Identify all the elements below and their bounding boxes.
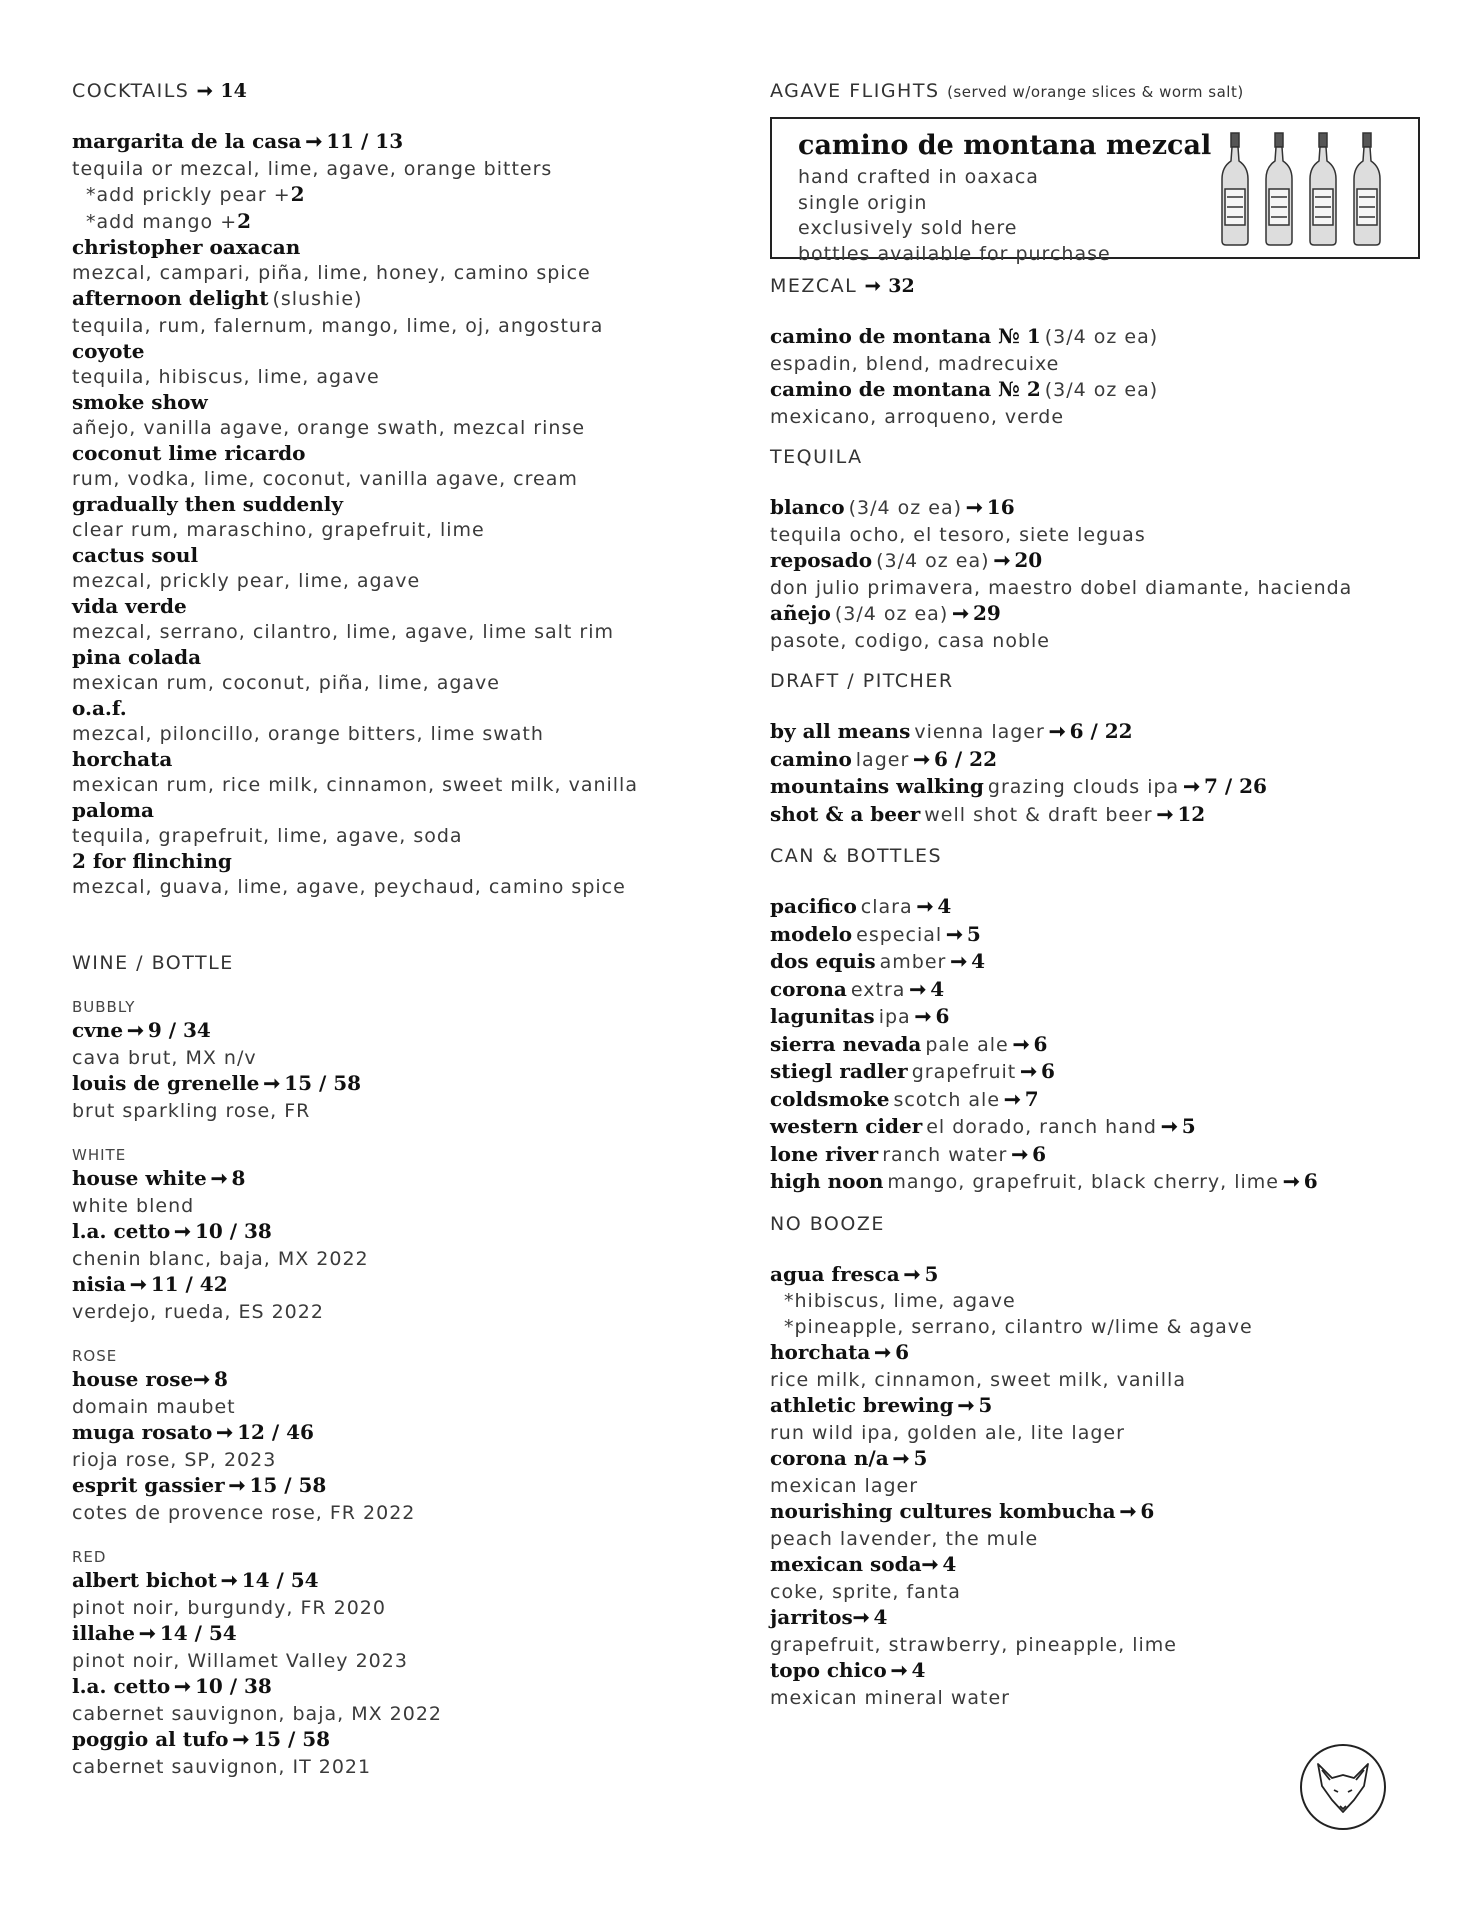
menu-item-name: sierra nevada pale ale ➞ 6: [770, 1031, 1048, 1056]
menu-item-desc: cotes de provence rose, FR 2022: [72, 1501, 416, 1524]
menu-item-desc: mexican mineral water: [770, 1686, 1010, 1709]
wine-group-label: WHITE: [72, 1146, 127, 1164]
tequila-header: TEQUILA: [770, 446, 863, 468]
menu-item-name: l.a. cetto ➞ 10 / 38: [72, 1674, 272, 1698]
menu-item-name: christopher oaxacan: [72, 235, 301, 259]
menu-item-name: lone river ranch water ➞ 6: [770, 1141, 1047, 1166]
menu-item-desc: mexican rum, rice milk, cinnamon, sweet milk, vanilla: [72, 773, 638, 796]
menu-item-desc: pasote, codigo, casa noble: [770, 629, 1050, 652]
menu-item-name: margarita de la casa ➞ 11 / 13: [72, 129, 404, 153]
menu-item-desc: tequila or mezcal, lime, agave, orange bitters: [72, 157, 553, 180]
arrow-icon: ➞: [196, 80, 213, 102]
menu-item-name: house white ➞ 8: [72, 1166, 246, 1190]
menu-item-name: coconut lime ricardo: [72, 441, 306, 465]
option-line: *pineapple, serrano, cilantro w/lime & agave: [784, 1315, 1253, 1338]
option-line: *hibiscus, lime, agave: [784, 1290, 1016, 1312]
menu-item-name: mountains walking grazing clouds ipa ➞ 7 / 26: [770, 774, 1267, 798]
menu-item-desc: coke, sprite, fanta: [770, 1580, 961, 1603]
menu-item-name: topo chico ➞ 4: [770, 1658, 926, 1682]
menu-item-desc: mezcal, piloncillo, orange bitters, lime swath: [72, 722, 544, 745]
addon-line: *add mango +2: [86, 208, 253, 233]
menu-item-name: blanco (3/4 oz ea) ➞ 16: [770, 495, 1015, 519]
menu-item-name: pacifico clara ➞ 4: [770, 894, 952, 918]
menu-item-name: western cider el dorado, ranch hand ➞ 5: [770, 1114, 1196, 1138]
menu-item-name: nisia ➞ 11 / 42: [72, 1272, 228, 1296]
menu-item-desc: espadin, blend, madrecuixe: [770, 352, 1060, 375]
menu-item-desc: cabernet sauvignon, IT 2021: [72, 1755, 372, 1778]
box-title: camino de montana mezcal: [798, 130, 1212, 161]
menu-item-name: athletic brewing ➞ 5: [770, 1393, 993, 1417]
menu-item-name: high noon mango, grapefruit, black cherry, lime ➞ 6: [770, 1169, 1318, 1193]
menu-item-name: horchata: [72, 747, 173, 771]
menu-item-desc: cabernet sauvignon, baja, MX 2022: [72, 1702, 442, 1725]
menu-item-desc: rum, vodka, lime, coconut, vanilla agave, cream: [72, 467, 578, 490]
menu-item-desc: white blend: [72, 1194, 195, 1217]
wine-group-label: ROSE: [72, 1347, 118, 1365]
menu-item-name: camino lager ➞ 6 / 22: [770, 746, 998, 771]
menu-item-name: pina colada: [72, 645, 202, 669]
menu-item-desc: añejo, vanilla agave, orange swath, mezcal rinse: [72, 416, 586, 439]
menu-item-name: mexican soda➞ 4: [770, 1552, 957, 1576]
menu-item-desc: grapefruit, strawberry, pineapple, lime: [770, 1633, 1177, 1656]
menu-item-name: louis de grenelle ➞ 15 / 58: [72, 1071, 362, 1095]
menu-item-name: vida verde: [72, 594, 187, 618]
mezcal-bottle-icon: [1216, 131, 1396, 247]
menu-item-name: modelo especial ➞ 5: [770, 921, 981, 946]
menu-item-name: stiegl radler grapefruit ➞ 6: [770, 1059, 1055, 1083]
menu-item-name: nourishing cultures kombucha ➞ 6: [770, 1499, 1155, 1523]
menu-item-name: camino de montana № 2 (3/4 oz ea): [770, 377, 1159, 401]
menu-item-name: añejo (3/4 oz ea) ➞ 29: [770, 601, 1001, 625]
box-line: single origin: [798, 191, 928, 214]
menu-item-name: corona extra ➞ 4: [770, 976, 945, 1001]
menu-item-name: l.a. cetto ➞ 10 / 38: [72, 1219, 272, 1243]
menu-item-desc: domain maubet: [72, 1395, 236, 1418]
menu-item-name: 2 for flinching: [72, 849, 232, 873]
menu-item-name: cvne ➞ 9 / 34: [72, 1018, 211, 1042]
menu-item-name: by all means vienna lager ➞ 6 / 22: [770, 719, 1133, 743]
menu-item-name: o.a.f.: [72, 696, 127, 720]
menu-item-name: coyote: [72, 339, 145, 363]
draft-header: DRAFT / PITCHER: [770, 670, 954, 692]
menu-item-name: camino de montana № 1 (3/4 oz ea): [770, 324, 1159, 348]
wine-group-label: RED: [72, 1548, 107, 1566]
menu-item-name: dos equis amber ➞ 4: [770, 949, 986, 973]
wine-header: WINE / BOTTLE: [72, 952, 234, 974]
agave-flights-header: AGAVE FLIGHTS (served w/orange slices & worm salt): [770, 80, 1244, 102]
menu-item-name: agua fresca ➞ 5: [770, 1261, 939, 1286]
menu-item-name: shot & a beer well shot & draft beer ➞ 12: [770, 801, 1206, 826]
menu-item-name: corona n/a ➞ 5: [770, 1446, 928, 1470]
menu-item-name: smoke show: [72, 390, 208, 414]
menu-item-desc: pinot noir, burgundy, FR 2020: [72, 1596, 386, 1619]
menu-item-name: albert bichot ➞ 14 / 54: [72, 1568, 319, 1592]
menu-item-desc: verdejo, rueda, ES 2022: [72, 1300, 324, 1323]
mezcal-header: MEZCAL ➞ 32: [770, 275, 915, 297]
menu-item-desc: peach lavender, the mule: [770, 1527, 1039, 1550]
menu-item-desc: tequila, grapefruit, lime, agave, soda: [72, 824, 463, 847]
right-column: [770, 78, 1420, 1711]
menu-item-desc: mexican rum, coconut, piña, lime, agave: [72, 671, 500, 694]
menu-item-desc: tequila, rum, falernum, mango, lime, oj, angostura: [72, 314, 604, 337]
menu-item-desc: mexican lager: [770, 1474, 919, 1497]
menu-item-name: paloma: [72, 798, 155, 822]
menu-item-name: horchata ➞ 6: [770, 1340, 909, 1364]
menu-item-name: afternoon delight (slushie): [72, 286, 363, 310]
wine-group-label: BUBBLY: [72, 998, 136, 1016]
fox-logo-icon: [1298, 1742, 1388, 1832]
menu-item-desc: mezcal, serrano, cilantro, lime, agave, lime salt rim: [72, 620, 615, 643]
menu-item-name: esprit gassier ➞ 15 / 58: [72, 1473, 327, 1497]
box-line: exclusively sold here: [798, 217, 1018, 239]
menu-item-desc: don julio primavera, maestro dobel diamante, hacienda: [770, 576, 1353, 599]
menu-item-desc: mezcal, guava, lime, agave, peychaud, camino spice: [72, 875, 626, 898]
menu-item-name: jarritos➞ 4: [770, 1605, 888, 1629]
box-line: hand crafted in oaxaca: [798, 166, 1039, 188]
menu-item-name: gradually then suddenly: [72, 492, 344, 516]
menu-item-desc: tequila ocho, el tesoro, siete leguas: [770, 523, 1146, 546]
menu-item-desc: brut sparkling rose, FR: [72, 1099, 311, 1122]
menu-item-name: muga rosato ➞ 12 / 46: [72, 1420, 314, 1444]
menu-item-name: cactus soul: [72, 543, 199, 567]
menu-item-desc: rioja rose, SP, 2023: [72, 1448, 277, 1471]
cocktails-header: COCKTAILS ➞ 14: [72, 80, 247, 102]
box-line: bottles available for purchase: [798, 242, 1111, 265]
no-booze-header: NO BOOZE: [770, 1212, 885, 1235]
menu-item-name: reposado (3/4 oz ea) ➞ 20: [770, 548, 1043, 572]
menu-item-name: coldsmoke scotch ale ➞ 7: [770, 1086, 1039, 1111]
menu-item-desc: pinot noir, Willamet Valley 2023: [72, 1649, 408, 1672]
menu-item-name: house rose➞ 8: [72, 1367, 228, 1391]
menu-item-desc: clear rum, maraschino, grapefruit, lime: [72, 518, 485, 541]
menu-item-desc: tequila, hibiscus, lime, agave: [72, 365, 380, 388]
menu-item-desc: cava brut, MX n/v: [72, 1046, 257, 1069]
mezcal-feature-box: [770, 117, 1420, 265]
menu-item-desc: mezcal, campari, piña, lime, honey, camino spice: [72, 261, 591, 284]
addon-line: *add prickly pear +2: [86, 182, 306, 206]
menu-item-desc: rice milk, cinnamon, sweet milk, vanilla: [770, 1368, 1186, 1391]
menu-item-name: poggio al tufo ➞ 15 / 58: [72, 1727, 331, 1751]
cans-header: CAN & BOTTLES: [770, 845, 943, 867]
menu-item-desc: mexicano, arroqueno, verde: [770, 405, 1065, 428]
menu-item-name: illahe ➞ 14 / 54: [72, 1621, 237, 1645]
menu-item-name: lagunitas ipa ➞ 6: [770, 1004, 950, 1028]
menu-item-desc: mezcal, prickly pear, lime, agave: [72, 569, 421, 592]
left-column: [72, 78, 732, 1780]
menu-item-desc: run wild ipa, golden ale, lite lager: [770, 1421, 1125, 1444]
menu-item-desc: chenin blanc, baja, MX 2022: [72, 1247, 369, 1270]
